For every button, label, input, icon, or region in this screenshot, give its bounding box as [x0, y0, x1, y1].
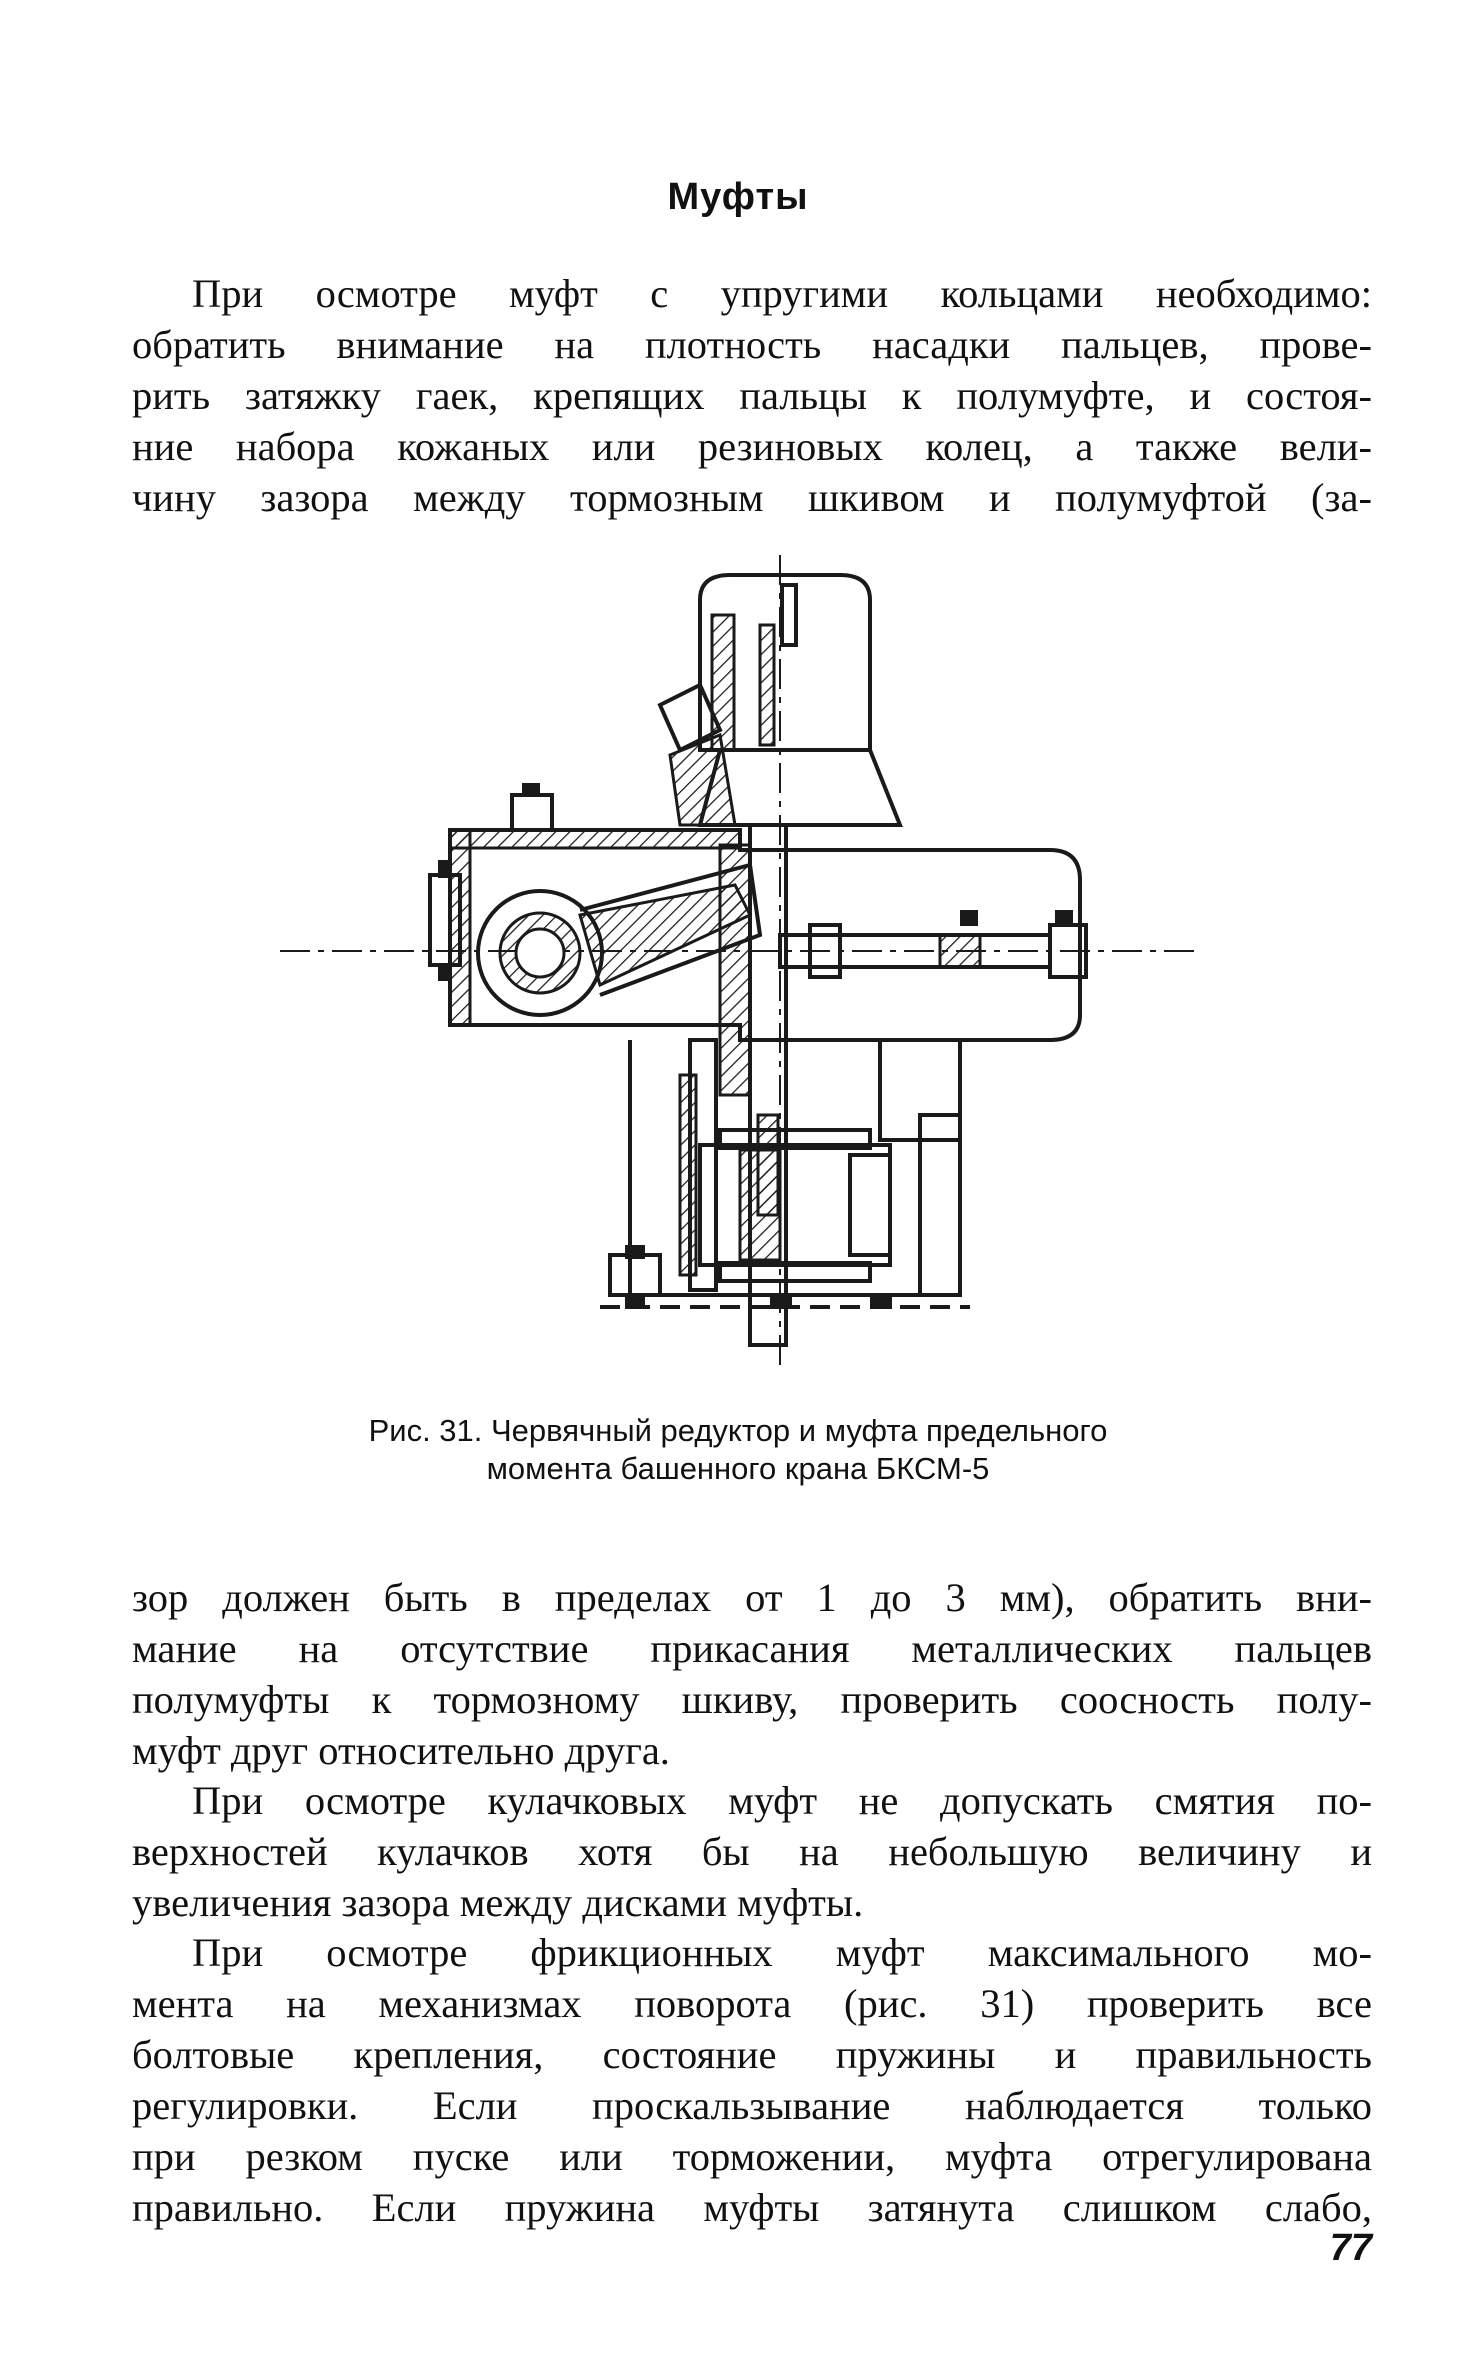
text-line: ние набора кожаных или резиновых колец, а также вели-: [132, 424, 1372, 469]
caption-line-1: Рис. 31. Червячный редуктор и муфта предельного: [368, 1413, 1108, 1448]
text-line: регулировки. Если проскальзывание наблюдается только: [132, 2083, 1372, 2128]
text-line: мента на механизмах поворота (рис. 31) проверить все: [132, 1981, 1372, 2026]
paragraph-3: [132, 1775, 1372, 1928]
text-line: правильно. Если пружина муфты затянута слишком слабо,: [132, 2185, 1372, 2230]
caption-line-2: момента башенного крана БКСМ-5: [486, 1451, 990, 1486]
figure-caption: [0, 1412, 1476, 1488]
text-line: верхностей кулачков хотя бы на небольшую величину и: [132, 1829, 1372, 1874]
text-line: полумуфты к тормозному шкиву, проверить соосность полу-: [132, 1677, 1372, 1722]
text-line: При осмотре кулачковых муфт не допускать смятия по-: [192, 1778, 1372, 1823]
text-line: мание на отсутствие прикасания металлических пальцев: [132, 1626, 1372, 1671]
text-line: увеличения зазора между дисками муфты.: [132, 1880, 864, 1925]
text-line: При осмотре фрикционных муфт максимального мо-: [192, 1930, 1372, 1975]
text-line: зор должен быть в пределах от 1 до 3 мм), обратить вни-: [132, 1575, 1372, 1620]
section-heading: Муфты: [667, 176, 809, 218]
text-line: обратить внимание на плотность насадки пальцев, прове-: [132, 322, 1372, 367]
paragraph-4: [132, 1927, 1372, 2233]
text-line: чину зазора между тормозным шкивом и полумуфтой (за-: [132, 475, 1372, 520]
paragraph-1: [132, 268, 1372, 523]
text-line: При осмотре муфт с упругими кольцами необходимо:: [192, 271, 1372, 316]
text-line: болтовые крепления, состояние пружины и правильность: [132, 2032, 1372, 2077]
text-line: муфт друг относительно друга.: [132, 1728, 670, 1773]
text-line: рить затяжку гаек, крепящих пальцы к полумуфте, и состоя-: [132, 373, 1372, 418]
text-line: при резком пуске или торможении, муфта отрегулирована: [132, 2134, 1372, 2179]
paragraph-2: [132, 1572, 1372, 1776]
reducer-drawing-figure: [280, 555, 1220, 1365]
page-number: 77: [1329, 2227, 1372, 2269]
